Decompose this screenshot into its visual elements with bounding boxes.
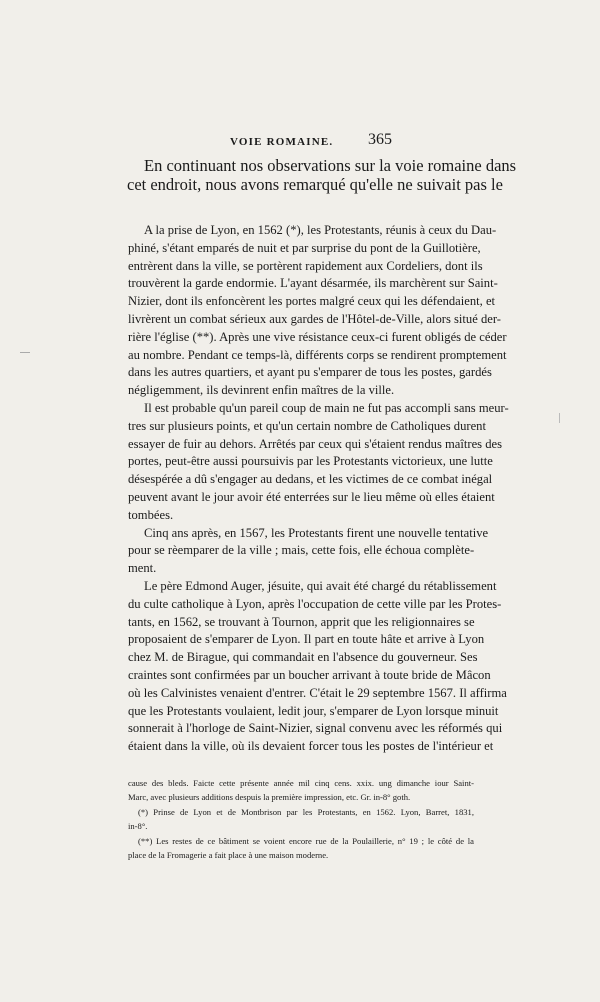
text-line: du culte catholique à Lyon, après l'occupation de cette ville par les Protes- — [128, 596, 502, 611]
paragraph — [128, 222, 507, 400]
intro-line: En continuant nos observations sur la voie romaine dans — [144, 156, 517, 175]
footnote — [128, 776, 474, 805]
text-line: chez M. de Birague, qui commandait en l'absence du gouverneur. Ses — [128, 650, 478, 665]
text-line: dans les autres quartiers, et ayant pu s'emparer de tous les postes, gardés — [128, 365, 492, 380]
text-line: tres sur plusieurs points, et qu'un certain nombre de Catholiques durent — [128, 418, 486, 433]
footnote-line: (**) Les restes de ce bâtiment se voient encore rue de la Poulaillerie, n° 19 ; le côté de la — [138, 835, 474, 846]
footnote-line: (*) Prinse de Lyon et de Montbrison par les Protestants, en 1562. Lyon, Barret, 1831, — [138, 806, 474, 817]
text-line: A la prise de Lyon, en 1562 (*), les Protestants, réunis à ceux du Dau- — [144, 223, 497, 237]
text-line: Le père Edmond Auger, jésuite, qui avait été chargé du rétablissement — [144, 578, 497, 593]
text-line: au nombre. Pendant ce temps-là, différents corps se rendirent promptement — [128, 347, 507, 362]
text-line: entrèrent dans la ville, se portèrent rapidement aux Cordeliers, dont ils — [128, 258, 483, 273]
text-line: essayer de fuir au dehors. Arrêtés par ceux qui s'étaient rendus maîtres des — [128, 436, 502, 451]
margin-mark — [20, 352, 30, 357]
intro-line: cet endroit, nous avons remarqué qu'elle ne suivait pas le — [127, 175, 503, 194]
footnote-line: in-8°. — [128, 821, 148, 832]
text-line: proposaient de s'emparer de Lyon. Il part en toute hâte et arrive à Lyon — [128, 632, 485, 647]
text-line: où les Calvinistes venaient d'entrer. C'était le 29 septembre 1567. Il affirma — [128, 685, 507, 700]
text-line: rière l'église (**). Après une vive résistance ceux-ci furent obligés de céder — [128, 329, 507, 344]
paragraph — [128, 578, 507, 756]
text-line: désespérée a dû s'engager au dedans, et les victimes de ce combat inégal — [128, 472, 493, 487]
text-line: craintes sont confirmées par un boucher arrivant à toute bride de Mâcon — [128, 667, 491, 682]
text-line: Nizier, dont ils enfoncèrent les portes malgré ceux qui les défendaient, et — [128, 294, 496, 309]
running-title: VOIE ROMAINE. — [230, 136, 334, 148]
intro-paragraph — [127, 156, 517, 194]
paragraph — [128, 400, 509, 525]
text-line: tombées. — [128, 507, 174, 522]
footnote-line: cause des bleds. Faicte cette présente année mil cinq cens. xxix. ung dimanche iour Saint- — [128, 778, 474, 788]
main-text — [128, 222, 509, 756]
text-line: Cinq ans après, en 1567, les Protestants firent une nouvelle tentative — [144, 525, 489, 540]
footnote-line: Marc, avec plusieurs additions despuis la première impression, etc. Gr. in-8° goth. — [128, 792, 411, 803]
margin-mark — [559, 413, 564, 423]
text-line: ment. — [128, 561, 157, 576]
page-number: 365 — [368, 131, 392, 148]
footnotes — [128, 776, 474, 862]
text-line: livrèrent un combat sérieux aux gardes de l'Hôtel-de-Ville, alors situé der- — [128, 311, 501, 326]
text-line: tants, en 1562, se trouvant à Tournon, apprit que les religionnaires se — [128, 614, 475, 629]
text-line: peuvent avant le jour avoir été enterrées sur le lieu même où elles étaient — [128, 489, 495, 504]
footnote-line: place de la Fromagerie a fait place à une maison moderne. — [128, 850, 329, 861]
text-line: phiné, s'étant emparés de nuit et par surprise du pont de la Guillotière, — [128, 240, 481, 255]
text-line: trouvèrent la garde endormie. L'ayant désarmée, ils marchèrent sur Saint- — [128, 276, 498, 291]
footnote — [128, 805, 474, 834]
text-line: que les Protestants voulaient, ledit jour, s'emparer de Lyon lorsque minuit — [128, 703, 499, 718]
text-line: portes, peut-être aussi poursuivis par les Protestants victorieux, une lutte — [128, 454, 493, 469]
text-line: sonnerait à l'horloge de Saint-Nizier, signal convenu avec les réformés qui — [128, 721, 503, 736]
text-line: Il est probable qu'un pareil coup de main ne fut pas accompli sans meur- — [144, 400, 509, 415]
page-header — [128, 131, 600, 156]
text-line: négligemment, ils devinrent enfin maîtres de la ville. — [128, 383, 395, 398]
text-line: étaient dans la ville, où ils devaient forcer tous les postes de l'intérieur et — [128, 739, 494, 754]
paragraph — [128, 525, 489, 578]
text-line: pour se rèemparer de la ville ; mais, cette fois, elle échoua complète- — [128, 543, 475, 558]
footnote — [128, 834, 474, 863]
